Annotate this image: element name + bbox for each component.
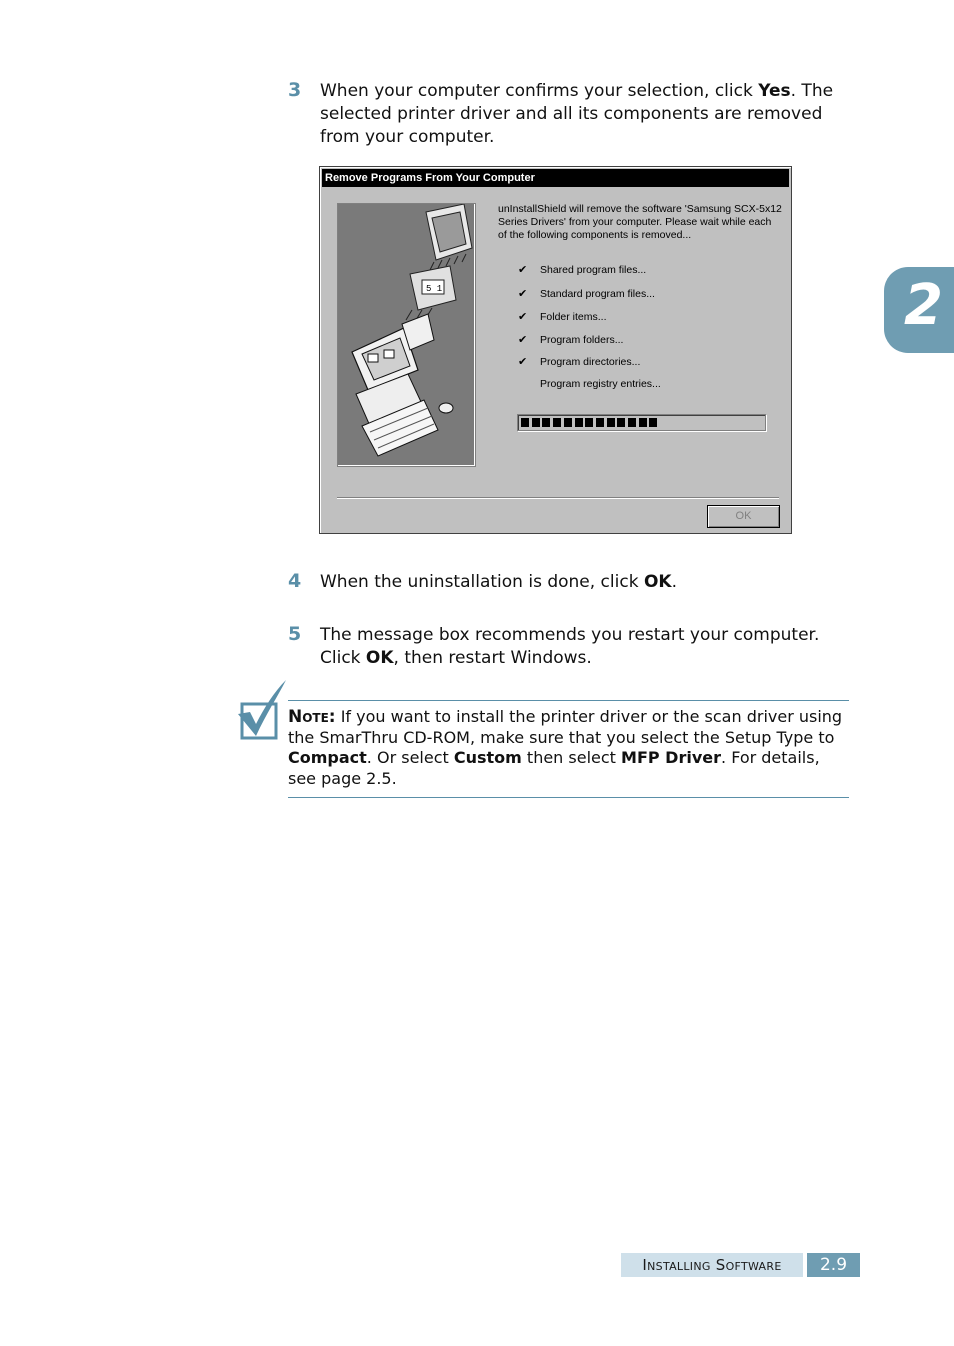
step-4-text-a: When the uninstallation is done, click bbox=[320, 572, 644, 592]
check-icon: ✔ bbox=[518, 288, 528, 300]
progress-block bbox=[607, 418, 615, 427]
note-label: Note: bbox=[288, 707, 336, 727]
component-label: Standard program files... bbox=[540, 288, 655, 300]
step-3-bold: Yes bbox=[758, 81, 791, 101]
footer-section-title: Installing Software bbox=[621, 1253, 803, 1277]
note-t2: . Or select bbox=[366, 748, 454, 767]
step-5-bold: OK bbox=[365, 648, 394, 668]
progress-bar bbox=[517, 414, 766, 431]
step-4-text-b: . bbox=[671, 572, 677, 592]
computer-art-icon bbox=[338, 204, 475, 466]
component-label: Folder items... bbox=[540, 311, 607, 323]
step-4-bold: OK bbox=[643, 572, 672, 592]
check-icon: ✔ bbox=[518, 334, 528, 346]
component-item bbox=[518, 378, 778, 390]
step-text-4 bbox=[320, 571, 850, 594]
component-item bbox=[518, 263, 778, 276]
step-5-text-b: , then restart Windows. bbox=[393, 648, 592, 668]
chapter-number: 2 bbox=[904, 273, 943, 338]
step-number-3: 3 bbox=[288, 79, 302, 101]
component-item bbox=[518, 333, 778, 346]
progress-block bbox=[596, 418, 604, 427]
step-text-5 bbox=[320, 624, 850, 670]
dialog-titlebar: Remove Programs From Your Computer bbox=[322, 169, 789, 187]
art-chip-label: 5 1 bbox=[426, 284, 443, 294]
step-number-4: 4 bbox=[288, 570, 302, 592]
note-b3: MFP Driver bbox=[621, 748, 722, 767]
progress-block bbox=[553, 418, 561, 427]
progress-block bbox=[521, 418, 529, 427]
component-label: Shared program files... bbox=[540, 264, 647, 276]
step-text-3 bbox=[320, 80, 850, 149]
progress-block bbox=[639, 418, 647, 427]
progress-block bbox=[617, 418, 625, 427]
chapter-tab bbox=[884, 267, 954, 353]
ok-button[interactable]: OK bbox=[707, 505, 780, 528]
footer-page-number: 2.9 bbox=[807, 1253, 860, 1277]
component-label: Program directories... bbox=[540, 356, 641, 368]
component-item bbox=[518, 355, 778, 368]
note-t1: If you want to install the printer driver or the scan driver using the SmarThru CD-ROM, make sure that you select the Setup Type to bbox=[288, 707, 843, 747]
component-item bbox=[518, 287, 778, 300]
dialog-separator bbox=[337, 497, 779, 499]
progress-block bbox=[575, 418, 583, 427]
component-label: Program registry entries... bbox=[540, 378, 661, 390]
check-icon: ✔ bbox=[518, 311, 528, 323]
note-box bbox=[288, 700, 849, 798]
component-label: Program folders... bbox=[540, 334, 624, 346]
progress-block bbox=[532, 418, 540, 427]
progress-block bbox=[564, 418, 572, 427]
note-t4: . For details, see page 2.5. bbox=[288, 748, 820, 788]
progress-block bbox=[542, 418, 550, 427]
step-3-text-a: When your computer confirms your selection, click bbox=[320, 81, 759, 101]
component-item bbox=[518, 310, 778, 323]
step-5-text-a: The message box recommends you restart your computer. Click bbox=[320, 625, 820, 668]
installshield-art bbox=[337, 203, 476, 467]
dialog-message: unInstallShield will remove the software 'Samsung SCX-5x12 Series Drivers' from your computer. Please wait while each of the following components is removed... bbox=[498, 203, 782, 241]
progress-block bbox=[649, 418, 657, 427]
note-b2: Custom bbox=[453, 748, 522, 767]
progress-block bbox=[628, 418, 636, 427]
note-checkmark-icon bbox=[236, 678, 288, 742]
note-t3: then select bbox=[521, 748, 622, 767]
note-b1: Compact bbox=[288, 748, 367, 767]
check-icon: ✔ bbox=[518, 264, 528, 276]
progress-block bbox=[585, 418, 593, 427]
step-number-5: 5 bbox=[288, 623, 302, 645]
remove-programs-dialog bbox=[319, 166, 792, 534]
note-text bbox=[288, 707, 849, 789]
step-3-text-b: . The selected printer driver and all its components are removed from your computer. bbox=[320, 81, 834, 147]
check-icon: ✔ bbox=[518, 356, 528, 368]
